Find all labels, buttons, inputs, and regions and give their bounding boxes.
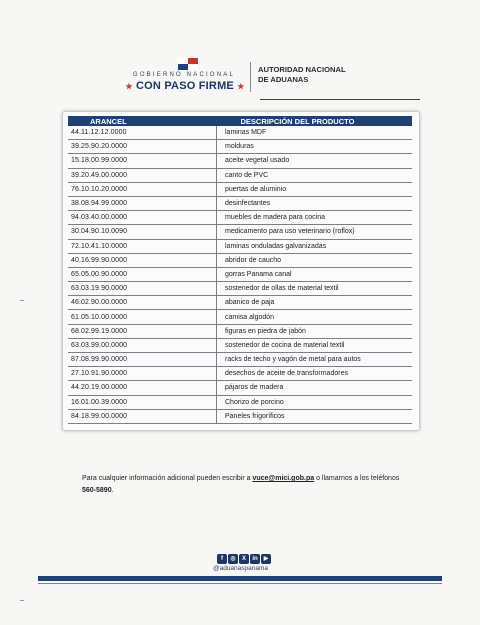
authority-line-2: DE ADUANAS (258, 75, 309, 84)
arancel-code: 27.10.91.90.0000 (68, 367, 217, 381)
product-description: muebles de madera para cocina (217, 211, 413, 225)
arancel-code: 63.03.99.00.0000 (68, 338, 217, 352)
table-body (68, 126, 412, 423)
table-header-row (68, 116, 412, 126)
table-row (68, 182, 412, 196)
header-rule (260, 99, 420, 100)
linkedin-icon[interactable]: in (250, 554, 260, 564)
arancel-code: 30.04.90.10.0090 (68, 225, 217, 239)
product-description: puertas de aluminio (217, 182, 413, 196)
table-row (68, 367, 412, 381)
header-divider (250, 62, 251, 92)
product-description: camisa algodón (217, 310, 413, 324)
arancel-code: 84.18.99.00.0000 (68, 409, 217, 423)
arancel-code: 39.25.90.20.0000 (68, 140, 217, 154)
phone-number: 560-5890 (82, 487, 112, 494)
table-row (68, 211, 412, 225)
contact-info (82, 473, 402, 497)
table-row (68, 324, 412, 338)
product-description: laminas MDF (217, 126, 413, 140)
authority-name (258, 65, 346, 85)
product-description: gorras Panama canal (217, 267, 413, 281)
email-link[interactable]: vuce@mici.gob.pa (252, 475, 315, 482)
table-row (68, 296, 412, 310)
youtube-icon[interactable]: ▶ (261, 554, 271, 564)
arancel-code: 76.10.10.20.0000 (68, 182, 217, 196)
product-description: abridor de caucho (217, 253, 413, 267)
column-header-arancel: ARANCEL (68, 116, 217, 126)
arancel-code: 68.02.99.19.0000 (68, 324, 217, 338)
table-row (68, 282, 412, 296)
table-row (68, 409, 412, 423)
table-row (68, 353, 412, 367)
x-icon[interactable]: X (239, 554, 249, 564)
table-row (68, 267, 412, 281)
product-description: canto de PVC (217, 168, 413, 182)
arancel-code: 63.03.19.90.0000 (68, 282, 217, 296)
facebook-icon[interactable]: f (217, 554, 227, 564)
product-description: aceite vegetal usado (217, 154, 413, 168)
star-icon: ★ (237, 82, 245, 91)
gobierno-nacional-label: GOBIERNO NACIONAL (132, 72, 236, 78)
arancel-code: 87.08.99.90.0000 (68, 353, 217, 367)
contact-text: Para cualquier información adicional pueden escribir a (82, 475, 253, 482)
table-row (68, 196, 412, 210)
social-icons (217, 554, 271, 564)
table-row (68, 168, 412, 182)
arancel-code: 46.02.90.00.0000 (68, 296, 217, 310)
arancel-code: 38.08.94.99.0000 (68, 196, 217, 210)
slogan-text: CON PASO FIRME (136, 80, 234, 92)
table-row (68, 239, 412, 253)
arancel-code: 44.20.19.00.0000 (68, 381, 217, 395)
product-description: molduras (217, 140, 413, 154)
arancel-code: 40.16.99.90.0000 (68, 253, 217, 267)
arancel-code: 61.05.10.00.0000 (68, 310, 217, 324)
footer-bar (38, 576, 442, 581)
product-description: Paneles frigoríficos (217, 409, 413, 423)
contact-text-2: o llamarnos a los teléfonos (314, 475, 400, 482)
footer-rule (38, 583, 442, 584)
tariff-table-card (62, 111, 420, 431)
product-description: sostenedor de cocina de material textil (217, 338, 413, 352)
table-row (68, 381, 412, 395)
arancel-code: 15.18.00.99.0000 (68, 154, 217, 168)
table-row (68, 338, 412, 352)
letterhead (0, 58, 480, 98)
product-description: abanico de paja (217, 296, 413, 310)
product-description: figuras en piedra de jabón (217, 324, 413, 338)
arancel-code: 72.10.41.10.0000 (68, 239, 217, 253)
arancel-code: 39.20.49.00.0000 (68, 168, 217, 182)
product-description: pájaros de madera (217, 381, 413, 395)
product-description: desinfectantes (217, 196, 413, 210)
product-description: Chorizo de porcino (217, 395, 413, 409)
table-row (68, 140, 412, 154)
punch-mark (20, 600, 24, 601)
punch-mark (20, 300, 24, 301)
tariff-table (68, 116, 412, 424)
table-row (68, 395, 412, 409)
arancel-code: 65.05.00.90.0000 (68, 267, 217, 281)
star-icon: ★ (125, 82, 133, 91)
panama-flag-icon (178, 58, 198, 70)
table-row (68, 310, 412, 324)
table-row (68, 126, 412, 140)
table-row (68, 154, 412, 168)
product-description: sostenedor de ollas de material textil (217, 282, 413, 296)
arancel-code: 94.03.40.00.0000 (68, 211, 217, 225)
product-description: desechos de aceite de transformadores (217, 367, 413, 381)
product-description: medicamento para uso veterinario (roflox) (217, 225, 413, 239)
product-description: racks de techo y vagón de metal para autos (217, 353, 413, 367)
column-header-descripcion: DESCRIPCIÓN DEL PRODUCTO (217, 116, 413, 126)
instagram-icon[interactable]: ◎ (228, 554, 238, 564)
table-row (68, 253, 412, 267)
arancel-code: 44.11.12.12.0000 (68, 126, 217, 140)
table-row (68, 225, 412, 239)
social-handle: @aduanaspanama (213, 565, 269, 572)
contact-end: . (111, 487, 114, 494)
authority-line-1: AUTORIDAD NACIONAL (258, 65, 346, 74)
slogan (124, 80, 246, 92)
arancel-code: 16.01.00.39.0000 (68, 395, 217, 409)
product-description: laminas onduladas galvanizadas (217, 239, 413, 253)
